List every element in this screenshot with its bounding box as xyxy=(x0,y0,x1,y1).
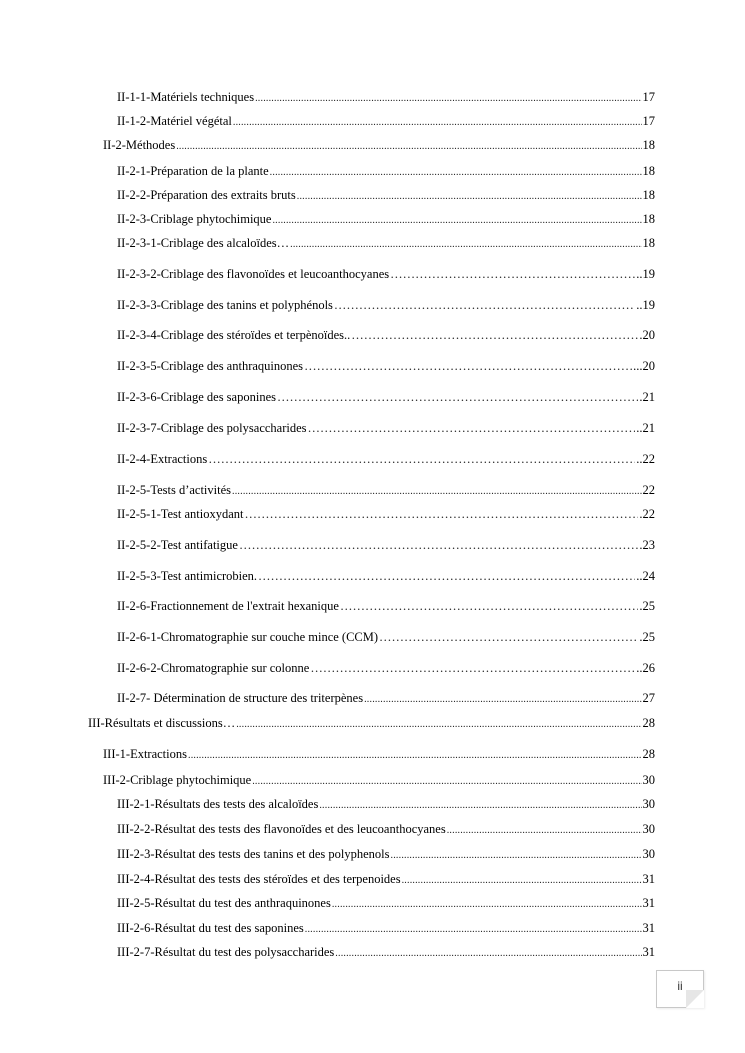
toc-entry[interactable] xyxy=(117,537,655,553)
toc-entry-label: II-2-2-Préparation des extraits bruts xyxy=(117,188,296,202)
toc-entry-page: 31 xyxy=(642,945,655,959)
toc-entry[interactable] xyxy=(103,772,655,790)
toc-entry-label: II-2-6-2-Chromatographie sur colonne xyxy=(117,661,310,675)
toc-entry[interactable] xyxy=(103,137,655,155)
toc-entry[interactable] xyxy=(117,482,655,500)
toc-entry[interactable] xyxy=(117,598,655,614)
toc-entry-page: ..19 xyxy=(636,267,655,281)
toc-entry-page: ...20 xyxy=(633,359,655,373)
toc-entry-page: .22 xyxy=(639,507,655,521)
dot-leader xyxy=(351,327,638,343)
toc-entry-label: II-2-3-7-Criblage des polysaccharides xyxy=(117,421,307,435)
toc-entry-page: 31 xyxy=(642,872,655,886)
dot-leader xyxy=(277,389,638,405)
toc-entry-page: 28 xyxy=(642,747,655,761)
toc-entry[interactable] xyxy=(117,389,655,405)
toc-entry[interactable] xyxy=(117,895,655,913)
dot-leader xyxy=(232,484,641,500)
dot-leader xyxy=(391,848,642,864)
toc-entry-page: 17 xyxy=(642,90,655,104)
dot-leader xyxy=(208,451,635,467)
dot-leader xyxy=(297,189,642,205)
toc-entry-label: III-2-6-Résultat du test des saponines xyxy=(117,921,304,935)
page-number-box xyxy=(656,970,704,1008)
toc-entry-label: II-2-6-Fractionnement de l'extrait hexanique xyxy=(117,599,339,613)
toc-entry-page: .25 xyxy=(639,630,655,644)
toc-entry-label: II-2-Méthodes xyxy=(103,138,176,152)
dot-leader xyxy=(305,922,642,938)
toc-entry[interactable] xyxy=(103,746,655,764)
toc-entry-page: 31 xyxy=(642,896,655,910)
toc-entry-label: II-2-4-Extractions xyxy=(117,452,208,466)
toc-entry[interactable] xyxy=(88,715,655,733)
toc-entry-label: III-2-Criblage phytochimique xyxy=(103,773,252,787)
toc-entry-label: II-1-2-Matériel végétal xyxy=(117,114,232,128)
dot-leader xyxy=(304,358,632,374)
toc-entry[interactable] xyxy=(117,690,655,708)
dot-leader xyxy=(335,946,641,962)
toc-entry-label: II-2-3-5-Criblage des anthraquinones xyxy=(117,359,304,373)
toc-entry-page: 18 xyxy=(642,164,655,178)
toc-entry-label: III-2-5-Résultat du test des anthraquinones xyxy=(117,896,331,910)
toc-entry-label: III-2-1-Résultats des tests des alcaloïdes xyxy=(117,797,319,811)
dot-leader xyxy=(379,629,638,645)
toc-entry-page: .23 xyxy=(639,538,655,552)
toc-entry[interactable] xyxy=(117,420,655,436)
toc-entry[interactable] xyxy=(117,920,655,938)
dot-leader xyxy=(308,420,636,436)
toc-entry-label: II-2-5-3-Test antimicrobien. xyxy=(117,569,258,583)
toc-entry-page: 18 xyxy=(642,138,655,152)
toc-entry-label: III-1-Extractions xyxy=(103,747,187,761)
dot-leader xyxy=(176,139,641,155)
toc-entry-page: ..24 xyxy=(636,569,655,583)
toc-entry-page: 30 xyxy=(642,847,655,861)
toc-entry-page: 28 xyxy=(642,716,655,730)
toc-entry-page: ..22 xyxy=(636,452,655,466)
toc-entry[interactable] xyxy=(117,358,655,374)
toc-entry-label: II-2-3-3-Criblage des tanins et polyphénols xyxy=(117,298,333,312)
dot-leader xyxy=(236,717,641,733)
toc-entry-label: II-2-6-1-Chromatographie sur couche mince (CCM) xyxy=(117,630,379,644)
toc-entry-page: 30 xyxy=(642,822,655,836)
toc-entry-label: II-2-7- Détermination de structure des triterpènes xyxy=(117,691,364,705)
toc-entry-label: II-1-1-Matériels techniques xyxy=(117,90,255,104)
dot-leader xyxy=(310,660,635,676)
toc-entry-label: II-2-3-4-Criblage des stéroïdes et terpènoïdes.. xyxy=(117,328,351,342)
toc-entry[interactable] xyxy=(117,821,655,839)
page-number: ii xyxy=(677,979,683,993)
toc-entry[interactable] xyxy=(117,660,655,676)
toc-entry-page: 17 xyxy=(642,114,655,128)
toc-entry[interactable] xyxy=(117,187,655,205)
toc-entry-label: II-2-1-Préparation de la plante xyxy=(117,164,269,178)
toc-entry-page: 18 xyxy=(642,236,655,250)
toc-entry-page: 30 xyxy=(642,797,655,811)
toc-entry-page: 22 xyxy=(642,483,655,497)
toc-entry[interactable] xyxy=(117,871,655,889)
dot-leader xyxy=(364,692,641,708)
toc-entry-page: 31 xyxy=(642,921,655,935)
toc-entry-page: 18 xyxy=(642,212,655,226)
toc-entry[interactable] xyxy=(117,451,655,467)
toc-entry[interactable] xyxy=(117,506,655,522)
toc-entry-label: II-2-3-1-Criblage des alcaloïdes… xyxy=(117,236,290,250)
dot-leader xyxy=(447,823,642,839)
toc-entry-page: ..26 xyxy=(636,661,655,675)
toc-entry[interactable] xyxy=(117,211,655,229)
dot-leader xyxy=(252,774,641,790)
toc-entry-label: II-2-5-1-Test antioxydant xyxy=(117,507,244,521)
dot-leader xyxy=(402,873,642,889)
toc-entry[interactable] xyxy=(117,113,655,131)
toc-entry[interactable] xyxy=(117,629,655,645)
dot-leader xyxy=(340,598,638,614)
toc-entry-label: III-2-4-Résultat des tests des stéroïdes et des terpenoides xyxy=(117,872,401,886)
dot-leader xyxy=(334,297,635,313)
dot-leader xyxy=(272,213,641,229)
dot-leader xyxy=(233,115,642,131)
toc-entry-label: II-2-5-Tests d’activités xyxy=(117,483,232,497)
toc-entry-label: III-2-2-Résultat des tests des flavonoïdes et des leucoanthocyanes xyxy=(117,822,446,836)
toc-entry-page: 18 xyxy=(642,188,655,202)
toc-entry[interactable] xyxy=(117,846,655,864)
toc-entry-label: II-2-3-2-Criblage des flavonoïdes et leucoanthocyanes xyxy=(117,267,390,281)
dot-leader xyxy=(270,165,642,181)
toc-entry[interactable] xyxy=(117,266,655,282)
toc-entry[interactable] xyxy=(117,89,655,107)
toc-entry-label: III-2-7-Résultat du test des polysaccharides xyxy=(117,945,335,959)
toc-entry-label: III-2-3-Résultat des tests des tanins et des polyphenols xyxy=(117,847,390,861)
toc-entry-page: .20 xyxy=(639,328,655,342)
toc-entry[interactable] xyxy=(117,297,655,313)
toc-entry-page: 27 xyxy=(642,691,655,705)
toc-entry-label: III-Résultats et discussions… xyxy=(88,716,236,730)
dot-leader xyxy=(258,568,635,584)
toc-entry-page: .25 xyxy=(639,599,655,613)
dot-leader xyxy=(332,897,642,913)
toc-entry[interactable] xyxy=(117,235,655,253)
dot-leader xyxy=(245,506,639,522)
toc-entry-page: .21 xyxy=(639,390,655,404)
dot-leader xyxy=(390,266,635,282)
dot-leader xyxy=(290,237,641,253)
toc-entry[interactable] xyxy=(117,796,655,814)
toc-entry[interactable] xyxy=(117,944,655,962)
dot-leader xyxy=(188,748,642,764)
toc-entry-page: 30 xyxy=(642,773,655,787)
dot-leader xyxy=(319,798,641,814)
dot-leader xyxy=(255,91,641,107)
toc-entry-page: ..19 xyxy=(636,298,655,312)
dot-leader xyxy=(239,537,638,553)
toc-entry-label: II-2-3-Criblage phytochimique xyxy=(117,212,272,226)
toc-entry[interactable] xyxy=(117,568,655,584)
toc-entry-label: II-2-5-2-Test antifatigue xyxy=(117,538,238,552)
toc-entry-label: II-2-3-6-Criblage des saponines xyxy=(117,390,276,404)
toc-entry[interactable] xyxy=(117,327,655,343)
toc-entry-page: ..21 xyxy=(636,421,655,435)
toc-entry[interactable] xyxy=(117,163,655,181)
